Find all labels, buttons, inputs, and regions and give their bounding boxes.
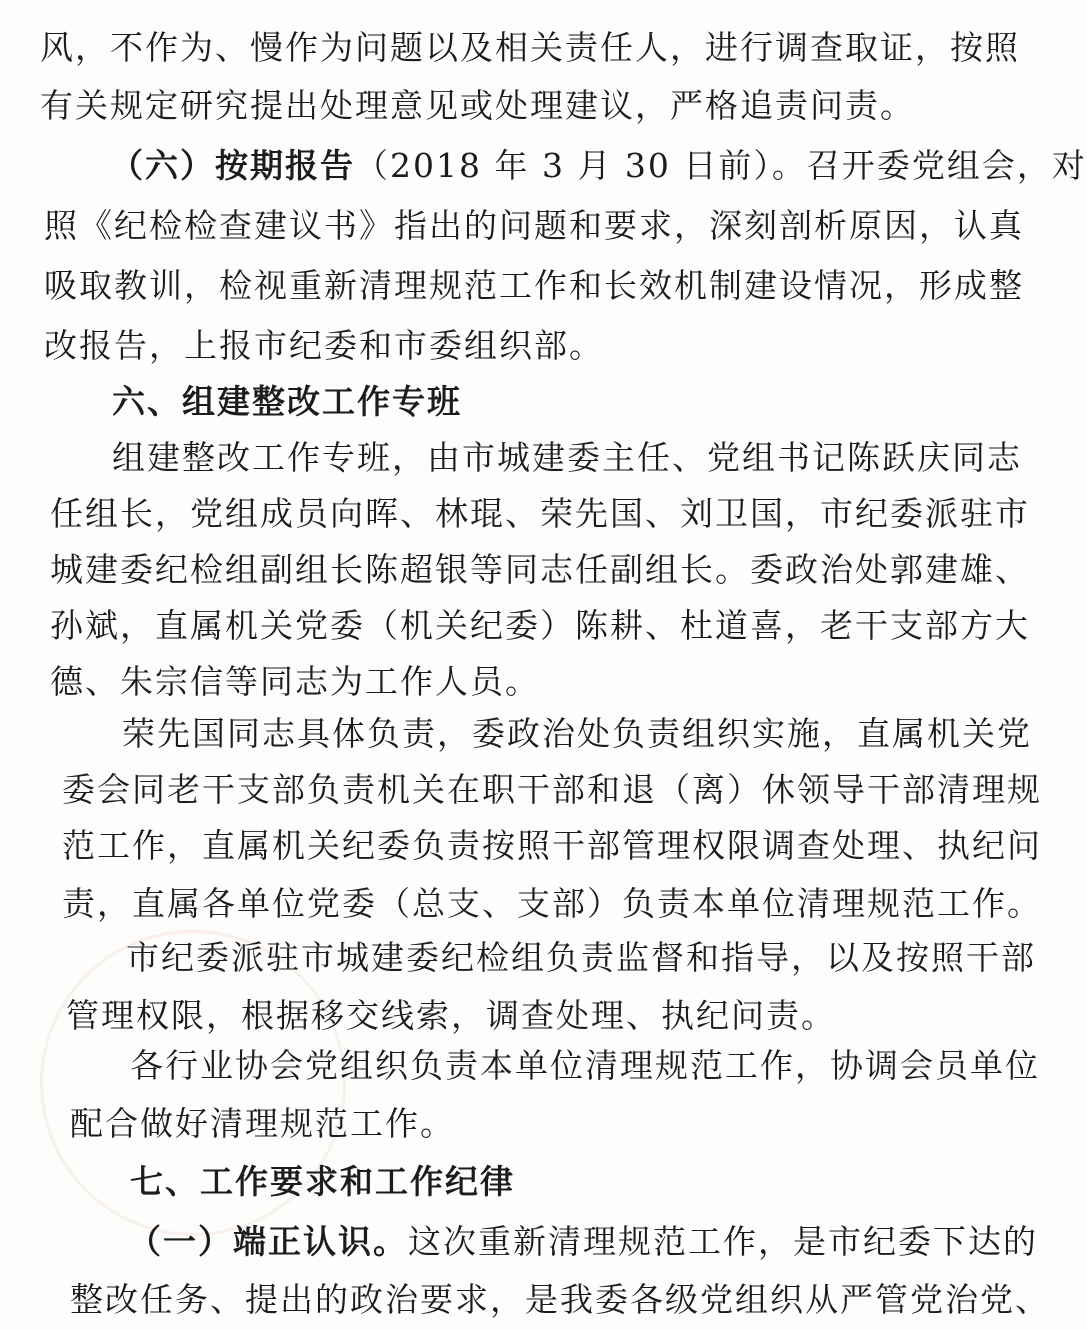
- body-text-line: 风，不作为、慢作为问题以及相关责任人，进行调查取证，按照: [40, 28, 1020, 67]
- body-text-line: 各行业协会党组织负责本单位清理规范工作，协调会员单位: [130, 1046, 1040, 1085]
- clause-six-text: （2018 年 3 月 30 日前）。召开委党组会，对: [355, 146, 1087, 185]
- body-text-line: 责，直属各单位党委（总支、支部）负责本单位清理规范工作。: [62, 884, 1042, 923]
- body-text-line: 孙斌，直属机关党委（机关纪委）陈耕、杜道喜，老干支部方大: [50, 606, 1030, 645]
- body-text-line: 管理权限，根据移交线索，调查处理、执纪问责。: [66, 996, 836, 1035]
- body-text-line: 整改任务、提出的政治要求，是我委各级党组织从严管党治党、: [70, 1280, 1050, 1319]
- body-text-line: 城建委纪检组副组长陈超银等同志任副组长。委政治处郭建雄、: [50, 550, 1030, 589]
- section-heading: 六、组建整改工作专班: [112, 382, 462, 421]
- body-text-line: 委会同老干支部负责机关在职干部和退（离）休领导干部清理规: [62, 770, 1042, 809]
- body-text-line: 市纪委派驻市城建委纪检组负责监督和指导，以及按照干部: [126, 938, 1036, 977]
- body-text-line: 有关规定研究提出处理意见或处理建议，严格追责问责。: [40, 86, 915, 125]
- body-text-line: 改报告，上报市纪委和市委组织部。: [44, 326, 604, 365]
- clause-one-title: （一）端正认识。: [128, 1222, 408, 1261]
- body-text-line: 任组长，党组成员向晖、林琨、荣先国、刘卫国，市纪委派驻市: [50, 494, 1030, 533]
- section-heading: 七、工作要求和工作纪律: [130, 1162, 515, 1201]
- clause-six-line: [110, 146, 1087, 186]
- body-text-line: 照《纪检检查建议书》指出的问题和要求，深刻剖析原因，认真: [44, 206, 1024, 245]
- body-text-line: 配合做好清理规范工作。: [70, 1104, 455, 1143]
- body-text-line: 德、朱宗信等同志为工作人员。: [50, 662, 540, 701]
- clause-one-line: [128, 1222, 1038, 1262]
- clause-one-text: 这次重新清理规范工作，是市纪委下达的: [408, 1222, 1038, 1261]
- body-text-line: 吸取教训，检视重新清理规范工作和长效机制建设情况，形成整: [44, 266, 1024, 305]
- clause-six-title: （六）按期报告: [110, 146, 355, 185]
- body-text-line: 范工作，直属机关纪委负责按照干部管理权限调查处理、执纪问: [62, 826, 1042, 865]
- body-text-line: 荣先国同志具体负责，委政治处负责组织实施，直属机关党: [122, 714, 1032, 753]
- body-text-line: 组建整改工作专班，由市城建委主任、党组书记陈跃庆同志: [112, 438, 1022, 477]
